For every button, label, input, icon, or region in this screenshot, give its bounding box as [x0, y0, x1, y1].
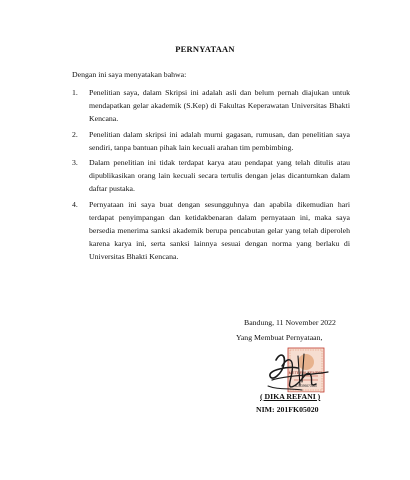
list-item-text: Dalam penelitian ini tidak terdapat karya atau pendapat yang telah ditulis atau dipublikasikan orang lain kecuali secara tertulis dengan jelas dicantumkan dalam daftar pustaka.	[89, 158, 350, 194]
list-item-number: 1.	[72, 88, 78, 97]
list-item	[72, 156, 350, 196]
maker-label: Yang Membuat Pernyataan,	[236, 333, 323, 342]
list-item-number: 3.	[72, 158, 78, 168]
list-item-number: 4.	[72, 199, 78, 209]
place-date: Bandung, 11 November 2022	[244, 318, 336, 327]
list-item-text: Penelitian saya, dalam Skripsi ini adalah asli dan belum pernah diajukan untuk mendapatkan gelar akademik (S.Kep) di Fakultas Keperawatan Universitas Bhakti Kencana.	[89, 88, 350, 124]
list-item-text: Penelitian dalam skripsi ini adalah murni gagasan, rumusan, dan penelitian saya sendiri, tanpa bantuan pihak lain kecuali arahan tim pembimbing.	[89, 129, 350, 152]
statement-list	[72, 86, 350, 266]
list-item	[72, 86, 350, 126]
meterai-stamp	[288, 348, 324, 392]
intro-text: Dengan ini saya menyatakan bahwa:	[72, 70, 187, 79]
list-item-number: 2.	[72, 129, 78, 139]
stamp-code: AJX399870566	[295, 384, 317, 388]
list-item-text: Pernyataan ini saya buat dengan sesungguhnya dan apabila dikemudian hari terdapat penyimpangan dan ketidakbenaran dalam pernyataan ini, maka saya bersedia menerima sanksi akademik berupa pencabutan gelar yang telah diperoleh karena karya ini, serta sanksi lainnya sesuai dengan norma yang berlaku di Universitas Bhakti Kencana.	[89, 199, 350, 262]
list-item	[72, 198, 350, 264]
list-item	[72, 128, 350, 154]
document-title: PERNYATAAN	[175, 44, 235, 54]
signer-name: ( DIKA REFANI )	[260, 392, 321, 401]
student-id: NIM: 201FK05020	[256, 405, 319, 414]
stamp-label: METERAI TEMPEL	[288, 370, 324, 375]
